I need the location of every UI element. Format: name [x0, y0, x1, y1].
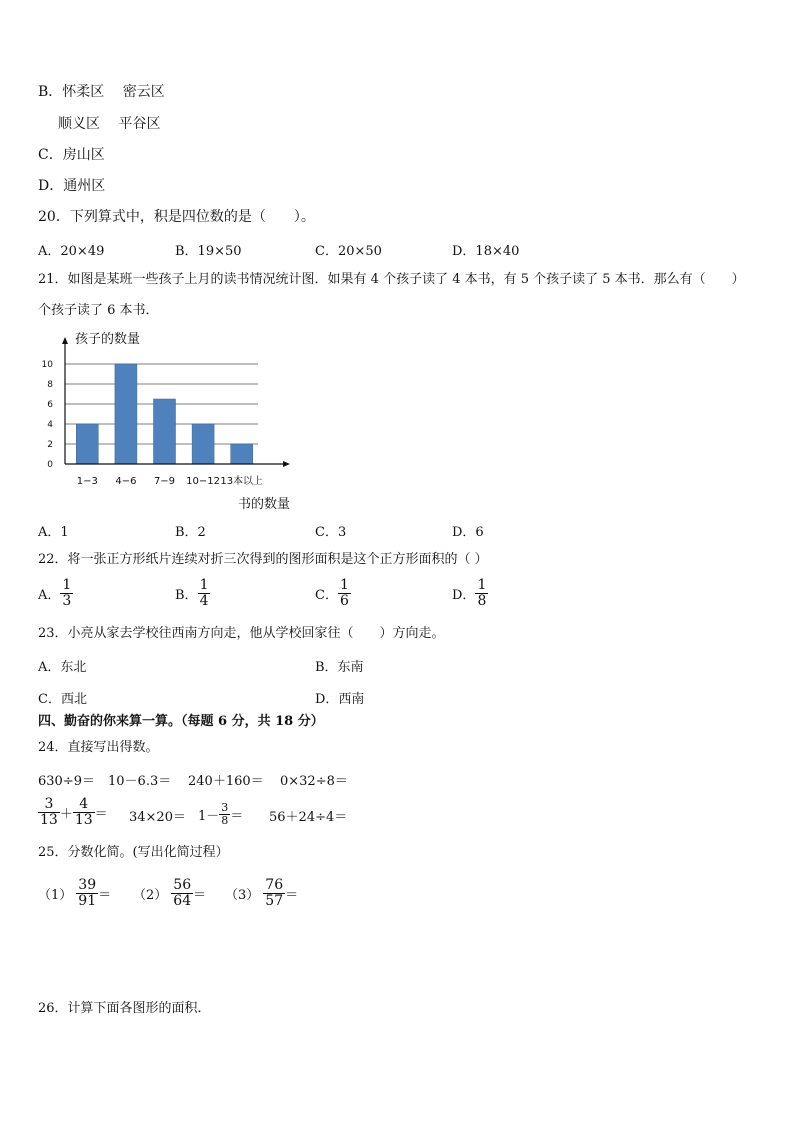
q19-option-c: C．房山区	[38, 147, 105, 163]
q19-option-b-line1: B．怀柔区 密云区	[38, 84, 165, 100]
fraction: $\frac{1}{6}$	[339, 577, 349, 609]
fraction: $\frac{1}{8}$	[477, 577, 487, 609]
fraction: $\frac{1}{3}$	[62, 577, 72, 609]
q25-item-2: （2） $\frac{56}{64}$ ＝	[133, 877, 207, 909]
fraction: $\frac{1}{4}$	[199, 577, 209, 609]
fraction: $\frac{76}{57}$	[265, 877, 284, 909]
q21-option-b: B．2	[175, 525, 206, 540]
q24-stem: 24．直接写出得数。	[38, 740, 159, 755]
q20-option-b: B．19×50	[175, 244, 242, 259]
q24-item-4: 0×32÷8＝	[280, 774, 348, 789]
reading-bar-chart	[30, 322, 320, 517]
y-tick-label: 0	[47, 460, 53, 470]
y-tick-label: 10	[41, 360, 53, 370]
y-axis-label: 孩子的数量	[75, 332, 141, 347]
q22-stem: 22．将一张正方形纸片连续对折三次得到的图形面积是这个正方形面积的（ ）	[38, 552, 488, 567]
bar	[231, 444, 253, 464]
q24-item-1: 630÷9＝	[38, 774, 95, 789]
y-tick-label: 8	[47, 380, 53, 390]
q23-stem: 23．小亮从家去学校往西南方向走，他从学校回家往（ ）方向走。	[38, 626, 445, 641]
bar	[192, 424, 214, 464]
x-tick-label: 4−6	[115, 476, 137, 487]
fraction: $\frac{4}{13}$	[74, 796, 93, 828]
section-4-heading: 四、勤奋的你来算一算。（每题 6 分，共 18 分）	[38, 714, 324, 729]
y-tick-label: 2	[47, 440, 53, 450]
q25-item-1: （1） $\frac{39}{91}$ ＝	[38, 877, 112, 909]
q21-option-d: D．6	[452, 525, 484, 540]
q20-option-a: A．20×49	[38, 244, 105, 259]
q22-option-a: A． $\frac{1}{3}$	[38, 577, 72, 609]
bar	[154, 399, 176, 464]
q23-option-c: C．西北	[38, 692, 87, 707]
q23-option-d: D．西南	[315, 692, 365, 707]
x-axis-arrow-icon	[283, 461, 290, 467]
q21-option-c: C．3	[315, 525, 347, 540]
q20-stem: 20．下列算式中，积是四位数的是（ ）。	[38, 209, 315, 225]
q21-stem-line2: 个孩子读了 6 本书．	[38, 303, 159, 318]
y-tick-label: 4	[47, 420, 53, 430]
x-tick-label: 1−3	[76, 476, 98, 487]
y-tick-label: 6	[47, 400, 53, 410]
y-axis-arrow-icon	[62, 337, 68, 344]
q23-option-a: A．东北	[38, 660, 87, 675]
q22-option-c: C． $\frac{1}{6}$	[315, 577, 349, 609]
q20-option-c: C．20×50	[315, 244, 382, 259]
q25-stem: 25．分数化简。(写出化简过程）	[38, 845, 229, 860]
x-axis-label: 书的数量	[238, 497, 291, 512]
bar	[76, 424, 98, 464]
q19-option-d: D．通州区	[38, 178, 106, 194]
x-tick-label: 13本以上	[220, 476, 264, 487]
q25-item-3: （3） $\frac{76}{57}$ ＝	[225, 877, 299, 909]
bar	[115, 364, 137, 464]
q20-option-d: D．18×40	[452, 244, 520, 259]
q22-option-b: B． $\frac{1}{4}$	[175, 577, 209, 609]
q24-item-8: 56＋24÷4＝	[269, 810, 348, 825]
q19-option-b-line2: 顺义区 平谷区	[58, 116, 161, 132]
q24-item-5: $\frac{3}{13}$ ＋ $\frac{4}{13}$ ＝	[40, 796, 108, 828]
fraction: $\frac{56}{64}$	[173, 877, 192, 909]
q26-stem: 26．计算下面各图形的面积．	[38, 1001, 211, 1016]
fraction: $\frac{3}{13}$	[40, 796, 58, 828]
fraction: $\frac{3}{8}$	[221, 801, 229, 827]
q21-stem-line1: 21．如图是某班一些孩子上月的读书情况统计图．如果有 4 个孩子读了 4 本书，有 5 个孩子读了 5 本书．那么有（ ）	[38, 272, 745, 287]
q21-option-a: A．1	[38, 525, 69, 540]
x-tick-label: 10−12	[186, 476, 221, 487]
q24-item-2: 10－6.3＝	[108, 774, 172, 789]
q24-item-6: 34×20＝	[129, 810, 186, 825]
q24-item-3: 240＋160＝	[188, 774, 264, 789]
q22-option-d: D． $\frac{1}{8}$	[452, 577, 487, 609]
x-tick-label: 7−9	[153, 476, 176, 487]
q23-option-b: B．东南	[315, 660, 364, 675]
q24-item-7: 1－ $\frac{3}{8}$ ＝	[198, 801, 244, 827]
fraction: $\frac{39}{91}$	[78, 877, 97, 909]
